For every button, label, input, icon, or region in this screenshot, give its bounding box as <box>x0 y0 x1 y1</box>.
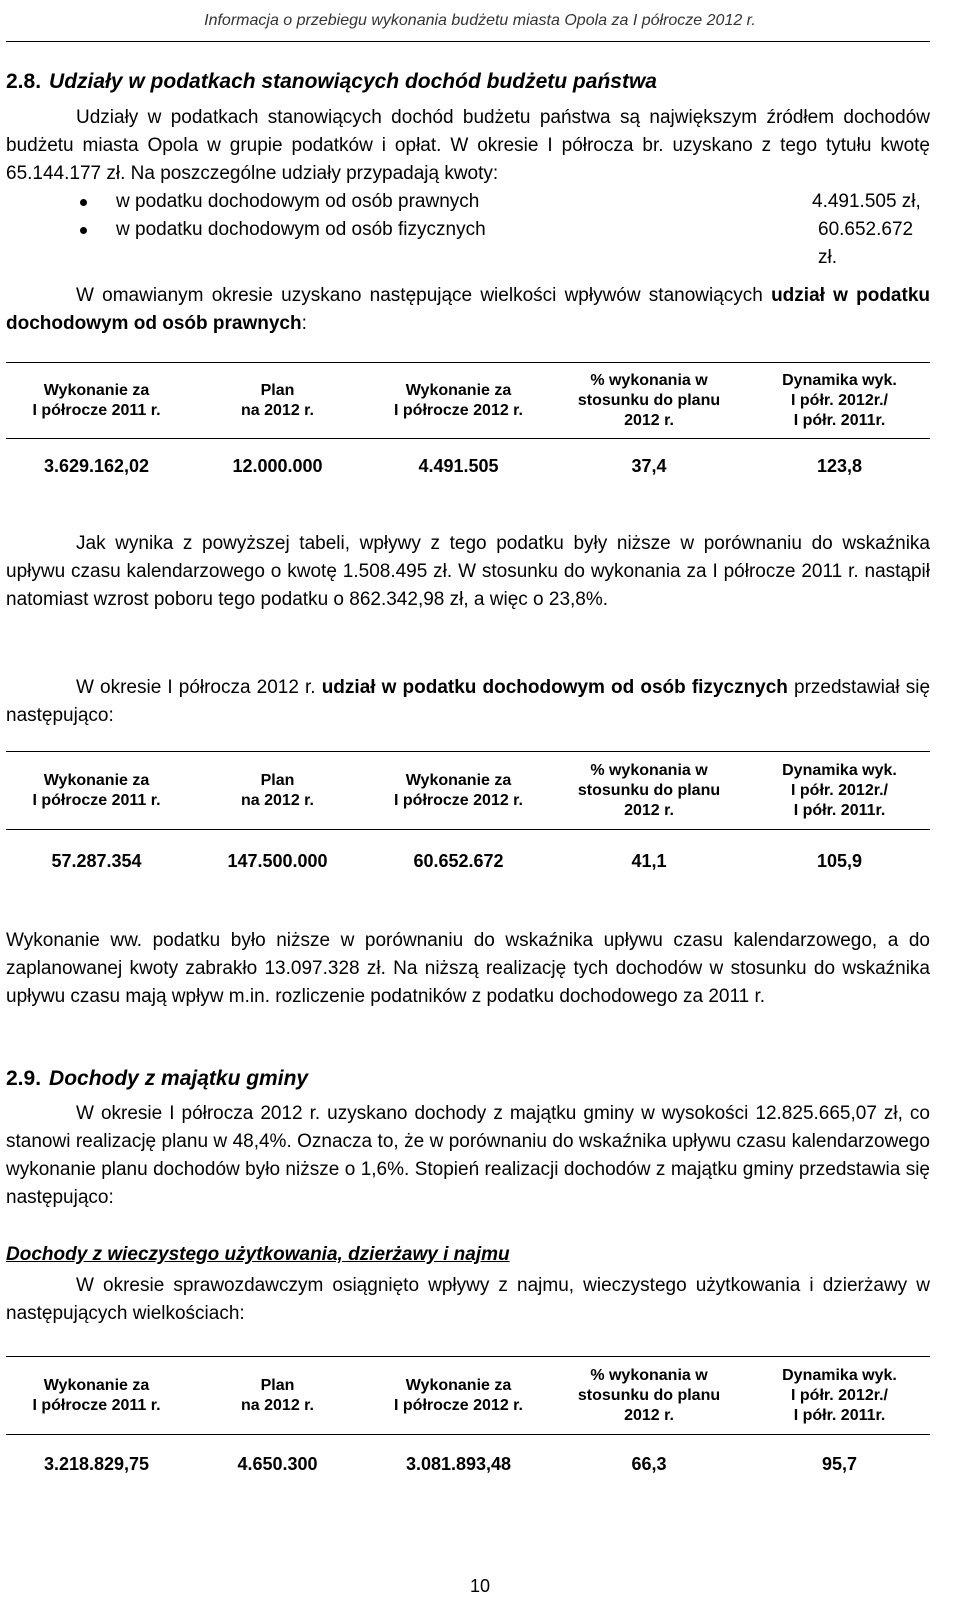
header-cell: Wykonanie za I półrocze 2012 r. <box>368 1357 549 1435</box>
header-cell: Dynamika wyk. I półr. 2012r./ I półr. 2011r. <box>749 363 930 439</box>
header-cell: Wykonanie za I półrocze 2012 r. <box>368 363 549 439</box>
page-header: Informacja o przebiegu wykonania budżetu miasta Opola za I półrocze 2012 r. <box>204 12 756 29</box>
bullet-icon <box>80 199 87 206</box>
table-header-row <box>6 752 930 830</box>
table-cit <box>6 362 930 495</box>
header-cell: Wykonanie za I półrocze 2011 r. <box>6 752 187 830</box>
header-cell: Plan na 2012 r. <box>187 1357 368 1435</box>
list-item: w podatku dochodowym od osób prawnych 4.491.505 zł, <box>6 188 930 216</box>
bullet-icon <box>80 227 87 234</box>
section-2-9-title: 2.9. Dochody z majątku gminy <box>6 1067 309 1090</box>
cit-paragraph: W omawianym okresie uzyskano następujące wielkości wpływów stanowiących udział w podatku dochodowym od osób prawnych: <box>6 285 931 334</box>
header-cell: Dynamika wyk. I półr. 2012r./ I półr. 2011r. <box>749 752 930 830</box>
section-2-8-title: 2.8. Udziały w podatkach stanowiących dochód budżetu państwa <box>6 70 657 93</box>
cit-analysis: Jak wynika z powyższej tabeli, wpływy z tego podatku były niższe w porównaniu do wskaźnika upływu czasu kalendarzowego o kwotę 1.508.495 zł. W stosunku do wykonania za I półrocze 2011 r. nastąpił natomiast wzrost poboru tego podatku o 862.342,98 zł, a więc o 23,8%. <box>6 533 930 610</box>
table-row: 3.629.162,02 12.000.000 4.491.505 37,4 123,8 <box>43 456 863 477</box>
header-cell: Wykonanie za I półrocze 2011 r. <box>6 363 187 439</box>
lease-subtitle: Dochody z wieczystego użytkowania, dzierżawy i najmu <box>6 1244 510 1265</box>
pit-bold: udział w podatku dochodowym od osób fizycznych <box>321 677 788 698</box>
table-pit <box>6 751 930 894</box>
header-cell: Dynamika wyk. I półr. 2012r./ I półr. 2011r. <box>749 1357 930 1435</box>
pit-analysis: Wykonanie ww. podatku było niższe w porównaniu do wskaźnika upływu czasu kalendarzowego, a do zaplanowanej kwoty zabrakło 13.097.328 zł. Na niższą realizację tych dochodów w stosunku do wskaźnika upływu czasu mają wpływ m.in. rozliczenie podatników z podatku dochodowego za 2011 r. <box>6 930 930 1007</box>
header-cell: Wykonanie za I półrocze 2011 r. <box>6 1357 187 1435</box>
lease-paragraph: W okresie sprawozdawczym osiągnięto wpływy z najmu, wieczystego użytkowania i dzierżawy w następujących wielkościach: <box>6 1275 930 1324</box>
page-number: 10 <box>469 1576 491 1596</box>
pit-paragraph: W okresie I półrocza 2012 r. udział w podatku dochodowym od osób fizycznych przedstawiał się następująco: <box>6 677 931 726</box>
share-list <box>6 188 930 268</box>
header-rule <box>6 41 930 42</box>
table-row: 3.218.829,75 4.650.300 3.081.893,48 66,3 95,7 <box>43 1454 858 1475</box>
header-cell: % wykonania w stosunku do planu 2012 r. <box>549 363 749 439</box>
list-item: w podatku dochodowym od osób fizycznych 60.652.672 zł. <box>6 216 930 244</box>
table-header-row <box>6 1357 930 1435</box>
cit-bold: udział w podatku dochodowym od osób prawnych <box>6 285 931 334</box>
section-2-8-intro <box>6 104 930 268</box>
table-row: 57.287.354 147.500.000 60.652.672 41,1 105,9 <box>51 851 863 872</box>
header-cell: Wykonanie za I półrocze 2012 r. <box>368 752 549 830</box>
header-cell: % wykonania w stosunku do planu 2012 r. <box>549 752 749 830</box>
section-2-9-intro: W okresie I półrocza 2012 r. uzyskano dochody z majątku gminy w wysokości 12.825.665,07 zł, co stanowi realizację planu w 48,4%. Oznacza to, że w porównaniu do wskaźnika upływu czasu kalendarzowego wykonanie planu dochodów było niższe o 1,6%. Stopień realizacji dochodów z majątku gminy przedstawia się następująco: <box>6 1103 930 1208</box>
intro-paragraph: Udziały w podatkach stanowiących dochód budżetu państwa są największym źródłem dochodów budżetu miasta Opola w grupie podatków i opłat. W okresie I półrocza br. uzyskano z tego tytułu kwotę 65.144.177 zł. Na poszczególne udziały przypadają kwoty: <box>6 107 930 184</box>
header-cell: % wykonania w stosunku do planu 2012 r. <box>549 1357 749 1435</box>
table-lease <box>6 1356 930 1495</box>
header-cell: Plan na 2012 r. <box>187 752 368 830</box>
table-header-row <box>6 363 930 439</box>
header-cell: Plan na 2012 r. <box>187 363 368 439</box>
